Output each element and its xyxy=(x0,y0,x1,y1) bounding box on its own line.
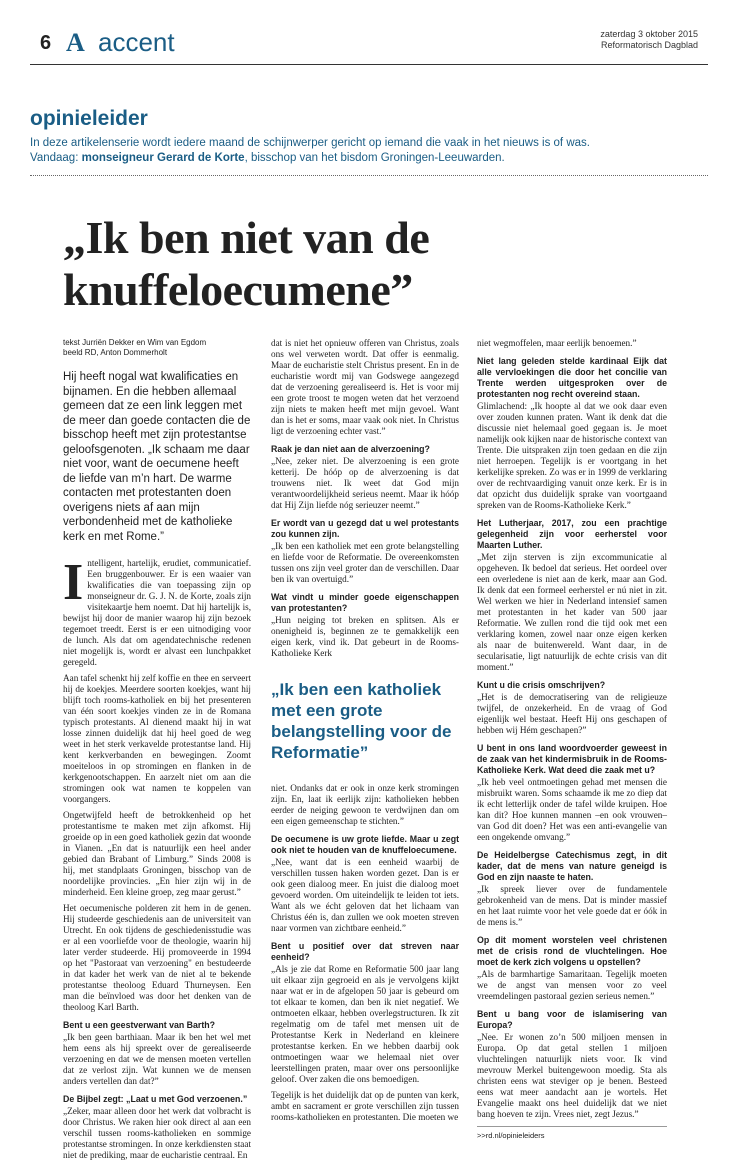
interview-answer: „Met zijn sterven is zijn excommunicatie al opgeheven. Ik bedoel dat serieus. Het oordeel over een overledene is niet aan de kerk, maar aan God. Ik denk dat een formeel eerherstel er nú niet in zit. Wel werken we hier in Nederland intensief samen met protestanten in het kader van 500 jaar Reformatie. We zullen rond die tijd ook met een verklaring komen, zowel naar onze eigen kerken als naar de buitenwereld. Want daar, in de secularisatie, ligt natuurlijk de echte crisis van dit moment.” xyxy=(477,552,667,672)
interview-question: De oecumene is uw grote liefde. Maar u zegt ook niet te houden van de knuffeloecumene. xyxy=(271,834,459,855)
interview-question: Wat vindt u minder goede eigenschappen van protestanten? xyxy=(271,592,459,613)
interview-answer: „Nee, zeker niet. De alverzoening is een grote ketterij. De hóóp op de alverzoening is dat trouwens niet. Ik weet dat God mijn verantwoordelijkheid serieus neemt. Maar ik hóóp dat Hij Zijn liefde nóg serieuzer neemt.” xyxy=(271,456,459,510)
interview-answer: „Het is de democratisering van de religieuze twijfel, de onzekerheid. En de vraag of God eigenlijk wel bestaat. Heeft Hij ons geschapen of hebben wij Hém geschapen?” xyxy=(477,692,667,735)
series-title: opinieleider xyxy=(30,107,148,130)
pull-quote: „Ik ben een katholiek met een grote belangstelling voor de Reformatie” xyxy=(271,680,452,762)
series-intro-subject-line xyxy=(30,151,710,166)
masthead-date-block xyxy=(600,29,698,51)
series-subject-suffix: , bisschop van het bisdom Groningen-Leeuwarden. xyxy=(244,152,505,164)
newspaper-name: Reformatorisch Dagblad xyxy=(600,40,698,50)
interview-answer: Tegelijk is het duidelijk dat op de punten van kerk, ambt en sacrament er grote verschillen zijn tussen rooms-katholieken en protestanten. Die moeten we xyxy=(271,1090,459,1122)
interview-answer: „Hun neiging tot breken en splitsen. Als er onenigheid is, beginnen ze te gemakkelijk een eigen kerk, vind ik. Dat gebeurt in de Rooms-Katholieke Kerk xyxy=(271,615,459,658)
series-subject: monseigneur Gerard de Korte xyxy=(81,152,245,164)
body-paragraph: Ongetwijfeld heeft de betrokkenheid op het protestantisme te maken met zijn afkomst. Hij groeide op in een goed katholiek gezin dat woonde in Vianen. „En dat is natuurlijk een heel ander gebied dan Brabant of Limburg.” Sinds 2008 is hij, met standplaats Groningen, bisschop van de noordelijke provincies. „En hier zijn wij in de minderheid. Een kleine groep, zeg maar gerust.” xyxy=(63,810,251,897)
interview-question: Bent u positief over dat streven naar eenheid? xyxy=(271,941,459,962)
interview-question: Bent u bang voor de islamisering van Europa? xyxy=(477,1009,667,1030)
interview-question: Bent u een geestverwant van Barth? xyxy=(63,1020,216,1030)
article-column-1 xyxy=(63,338,251,1166)
interview-answer: „Zeker, maar alleen door het werk dat volbracht is door Christus. We raken hier ook direct al aan een verschil tussen rooms-katholieken en sommige protestantse stromingen. In onze kerkdiensten staat niet de prediking, maar de eucharistie centraal. En xyxy=(63,1106,251,1160)
body-text: ntelligent, hartelijk, erudiet, communicatief. Een bruggenbouwer. Er is een waaier van kwalificaties die van toepassing zijn op monseigneur dr. G. J. N. de Korte, zoals zijn visitekaartje hem noemt. Dat hij hartelijk is, bewijst hij door de manier waarop hij zijn bezoek tegemoet treedt. Eerst is er een uitnodiging voor de lunch. Als dat om agendatechnische redenen niet mogelijk is, wordt er alvast een lunchpakket geregeld. xyxy=(63,558,251,667)
issue-date: zaterdag 3 oktober 2015 xyxy=(600,29,698,39)
interview-answer: „Ik spreek liever over de fundamentele gebrokenheid van de mens. Dat is minder massief en het laat ruimte voor het vele goede dat er óók in de mens is.” xyxy=(477,884,667,927)
article-lead: Hij heeft nogal wat kwalificaties en bijnamen. En die hebben allemaal gemeen dat ze een link leggen met de meer dan goede contacten die de bisschop heeft met zijn protestantse geloofsgenoten. „Ik schaam me daar niet voor, want de oecumene heeft de liefde van m’n hart. De warme contacten met protestanten doen overigens niets af aan mijn verbondenheid met de katholieke kerk en met Rome.” xyxy=(63,371,251,543)
photo-credit: beeld RD, Anton Dommerholt xyxy=(63,348,168,357)
series-web-link[interactable]: >>rd.nl/opinieleiders xyxy=(477,1126,667,1141)
series-intro-line: In deze artikelenserie wordt iedere maand de schijnwerper gericht op iemand die vaak in het nieuws is of was. xyxy=(30,137,590,149)
series-intro xyxy=(30,136,710,166)
author-credit: tekst Jurriën Dekker en Wim van Egdom xyxy=(63,338,207,347)
interview-answer: „Ik heb veel ontmoetingen gehad met mensen die misbruikt waren. Soms schaamde ik me zo diep dat ik echt letterlijk onder de tafel wilde kruipen. Hoe kan dit? Hoe kunnen mannen –en ook vrouwen– van God dit doen? Het was een anti-evangelie van een ongekende omvang.” xyxy=(477,777,667,842)
drop-cap: I xyxy=(63,554,84,611)
body-paragraph: dat is niet het opnieuw offeren van Christus, zoals ons wel verweten wordt. Dat offer is eenmalig. Maar de eucharistie stelt Christus present. En in de eucharistie wordt mij van Godswege aangezegd dat de verzoening gerealiseerd is. Het is voor mij een grote troost te mogen weten dat het verzoend zijn niets te maken heeft met mijn gevoel. Want dan is het er soms, maar vaak ook niet. In Christus ligt de verzoening echter vast.” xyxy=(271,338,459,436)
dotted-divider xyxy=(30,175,708,176)
interview-question: U bent in ons land woordvoerder geweest in de zaak van het kindermisbruik in de Rooms-Katholieke Kerk. Wat deed die zaak met u? xyxy=(477,743,667,775)
series-intro-prefix: Vandaag: xyxy=(30,152,82,164)
interview-question: Raak je dan niet aan de alverzoening? xyxy=(271,444,430,454)
interview-question: Het Lutherjaar, 2017, zou een prachtige gelegenheid zijn voor eerherstel voor Maarten Luther. xyxy=(477,518,667,550)
interview-answer: „Nee, want dat is een eenheid waarbij de verschillen tussen haken worden gezet. Dan is er ook geen dialoog meer. En juist die dialoog moet gevoerd worden. Om uiteindelijk te leiden tot iets. Want als we écht geloven dat het lichaam van Christus één is, dan zullen we ook moeten streven naar vormen van zichtbare eenheid.” xyxy=(271,857,459,933)
page-number: 6 xyxy=(40,32,52,54)
masthead-rule xyxy=(30,64,708,65)
article-column-3 xyxy=(477,338,667,1141)
section-logo: A xyxy=(66,28,85,57)
body-paragraph: niet. Ondanks dat er ook in onze kerk stromingen zijn. En, laat ik eerlijk zijn: katholieken hebben eerder de neiging gewoon te verdwijnen dan om een eigen gemeenschap te stichten.” xyxy=(271,783,459,826)
interview-answer: „Als je zie dat Rome en Reformatie 500 jaar lang uit elkaar zijn gegroeid en als je vervolgens kijkt naar wat er in de afgelopen 50 jaar is gebeurd om tot elkaar te komen, dan ben ik niet negatief. We ontmoeten elkaar, hebben overlegstructuren. Ik zit regelmatig om de tafel met mensen uit de Protestantse Kerk in Nederland en kleinere protestantse kerken. En we hebben daarbij ook ontmoetingen waar we helemaal niet over leerstellingen praten, maar over ons persoonlijke geloof. Over zaken die ons bemoedigen. xyxy=(271,964,459,1084)
interview-question: Kunt u die crisis omschrijven? xyxy=(477,680,606,690)
article-credits xyxy=(63,338,251,358)
body-paragraph: niet wegmoffelen, maar eerlijk benoemen.” xyxy=(477,338,637,348)
interview-answer: „Ik ben geen barthiaan. Maar ik ben het wel met hem eens als hij spreekt over de gerealiseerde verzoening en dat we de mensen moeten vertellen dat ze verlost zijn. Wat kunnen we de mensen anders vertellen dan dat?” xyxy=(63,1032,251,1086)
interview-question: De Bijbel zegt: „Laat u met God verzoenen.” xyxy=(63,1094,248,1104)
article-headline: „Ik ben niet van de knuffeloecumene” xyxy=(63,212,430,315)
interview-answer: „Nee. Er wonen zo’n 500 miljoen mensen in Europa. Op dat getal stellen 1 miljoen vluchtelingen natuurlijk niets voor. Ik vind mevrouw Merkel buitengewoon moedig. Sta als christen eens wat steviger op je benen. Besteed eens wat meer aandacht aan je wortels. Het Evangelie maakt ons heel duidelijk dat we niet bang hoeven te zijn. Vrees niet, zegt Jezus.” xyxy=(477,1032,667,1119)
interview-question: De Heidelbergse Catechismus zegt, in dit kader, dat de mens van nature geneigd is God en zijn naaste te haten. xyxy=(477,850,667,882)
interview-question: Op dit moment worstelen veel christenen met de crisis rond de vluchtelingen. Hoe moet de kerk zich volgens u opstellen? xyxy=(477,935,667,967)
interview-question: Niet lang geleden stelde kardinaal Eijk dat alle vervloekingen die door het concilie van Trente werden uitgesproken over de protestanten nog recht overeind staan. xyxy=(477,356,667,399)
article-column-2 xyxy=(271,338,459,1128)
interview-question: Er wordt van u gezegd dat u wel protestants zou kunnen zijn. xyxy=(271,518,459,539)
body-paragraph: Het oecumenische polderen zit hem in de genen. Hij studeerde geschiedenis aan de universiteit van Utrecht. En ook tijdens de geschiedenisstudie was er al een voorliefde voor de theologie, waarin hij later verder studeerde. Hij promoveerde in 1994 op het "Pastoraat van verzoening" en bestudeerde in dat kader het werk van de niet al te bekende protestantse theoloog Eduard Thurneysen. Een man die beïnvloed was door het denken van de theoloog Karl Barth. xyxy=(63,903,251,1012)
body-paragraph: Aan tafel schenkt hij zelf koffie en thee en serveert hij de koekjes. Meerdere soorten koekjes, want hij blijft toch rooms-katholiek en bij het presenteren van één soort koekjes vinden ze in de Romana typisch protestants. Al dienend maakt hij in wat losse zinnen duidelijk dat hij heel goed de weg weet in het sterk verkavelde protestantse land. Hij kent kerkverbanden en bewegingen. Zoomt moeiteloos in op stromingen en flanken in de kerkgenootschappen. En aarzelt niet om aan die stromingen ook wat namen te koppelen van voorgangers. xyxy=(63,673,251,804)
interview-answer: „Als de barmhartige Samaritaan. Tegelijk moeten we de angst van mensen voor zo veel vreemdelingen pastoraal gezien serieus nemen.” xyxy=(477,969,667,1001)
interview-answer: Glimlachend: „Ik hoopte al dat we ook daar even over zouden kunnen praten. Want ik denk dat die discussie niet helemaal goed gegaan is. Je moet namelijk ook kijken naar de historische context van Trente. Die uitspraken zijn toen gedaan en die zijn niet herroepen. Tegelijk is er voortgang in het kerkelijke spreken. Zo was er in 1999 de verklaring over de rechtvaardiging vanuit onze kerk. Er is in dat opzicht dus duidelijk sprake van voortgaand spreken van de Rooms-Katholieke Kerk.” xyxy=(477,401,667,510)
interview-answer: „Ik ben een katholiek met een grote belangstelling en liefde voor de Reformatie. De overeenkomsten tussen ons zijn veel groter dan de verschillen. Daar ben ik van overtuigd.” xyxy=(271,541,459,584)
section-title: accent xyxy=(98,27,175,57)
body-paragraph xyxy=(63,554,251,668)
